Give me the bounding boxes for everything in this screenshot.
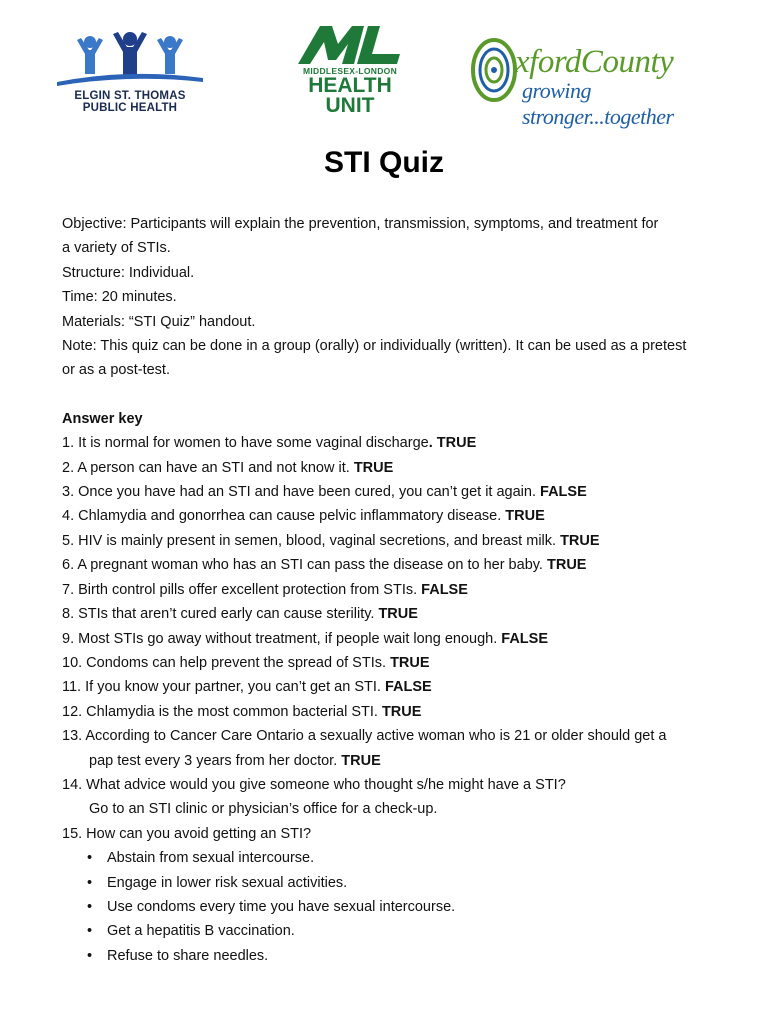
- answer-item-answer: . TRUE: [428, 435, 477, 452]
- intro-line: Objective: Participants will explain the prevention, transmission, symptoms, and treatment for: [62, 216, 659, 232]
- document-body: [62, 212, 722, 968]
- answer-item-14-question: 14. What advice would you give someone who thought s/he might have a STI?: [62, 776, 566, 793]
- elgin-logo-line2: PUBLIC HEALTH: [82, 102, 178, 114]
- answer-item-text: 2. A person can have an STI and not know it.: [62, 459, 354, 476]
- answer-item-text: 12. Chlamydia is the most common bacterial STI.: [62, 703, 382, 720]
- answer-item-answer: FALSE: [540, 484, 587, 501]
- bullet-icon: •: [87, 947, 93, 964]
- answer-item: [62, 700, 722, 724]
- ml-mark-icon: [290, 22, 410, 66]
- elgin-st-thomas-logo: [55, 32, 205, 112]
- bullet-icon: •: [87, 923, 93, 940]
- intro-line: Structure: Individual.: [62, 264, 195, 281]
- answer-item: [62, 529, 722, 553]
- answer-item-text: 8. STIs that aren’t cured early can cause sterility.: [62, 606, 379, 623]
- answer-item-15-question: 15. How can you avoid getting an STI?: [62, 825, 312, 842]
- elgin-logo-line1: ELGIN ST. THOMAS: [74, 90, 186, 102]
- list-item: [62, 846, 722, 870]
- ml-logo-line3: UNIT: [325, 94, 375, 117]
- header-logos: [0, 22, 768, 129]
- intro-line: Time: 20 minutes.: [62, 289, 177, 306]
- answer-item-answer: TRUE: [378, 606, 418, 623]
- answer-item-text: 6. A pregnant woman who has an STI can pass the disease on to her baby.: [62, 557, 547, 574]
- answer-item: [62, 480, 722, 504]
- intro-line: Materials: “STI Quiz” handout.: [62, 313, 256, 330]
- oxford-swirl-icon: [470, 36, 520, 106]
- answer-item-text: 11. If you know your partner, you can’t get an STI.: [62, 679, 385, 696]
- middlesex-london-logo: [290, 22, 410, 122]
- oxford-logo-tagline: growing stronger...together: [522, 78, 674, 129]
- bullet-text: Get a hepatitis B vaccination.: [107, 923, 295, 940]
- answer-item-answer: FALSE: [501, 630, 549, 647]
- bullet-text: Abstain from sexual intercourse.: [107, 850, 315, 867]
- intro-line: a variety of STIs.: [62, 240, 171, 257]
- list-item: [62, 895, 722, 919]
- bullet-text: Refuse to share needles.: [107, 947, 269, 964]
- answer-item-answer: TRUE: [390, 654, 430, 671]
- answer-item: [62, 553, 722, 577]
- answer-item-answer: TRUE: [505, 508, 545, 525]
- list-item: [62, 871, 722, 895]
- elgin-logo-text: [55, 90, 205, 114]
- answer-item-13-line2: [62, 749, 722, 773]
- answer-item: [62, 504, 722, 528]
- answer-item-text: 7. Birth control pills offer excellent protection from STIs.: [62, 581, 422, 598]
- answer-item-answer: TRUE: [547, 557, 587, 574]
- answer-item-answer: TRUE: [560, 532, 600, 549]
- answer-item-answer: FALSE: [421, 581, 468, 598]
- intro-line: Note: This quiz can be done in a group (orally) or individually (written). It can be used as a pretest: [62, 338, 687, 355]
- elgin-figures-icon: [55, 32, 205, 92]
- bullet-icon: •: [87, 850, 93, 867]
- answer-item-text: pap test every 3 years from her doctor.: [89, 752, 342, 769]
- answer-item-text: 3. Once you have had an STI and have been cured, you can’t get it again.: [62, 484, 541, 501]
- list-item: [62, 919, 722, 943]
- answer-key-heading: Answer key: [62, 410, 143, 427]
- oxford-county-logo: [470, 34, 735, 129]
- intro-line: or as a post-test.: [62, 362, 170, 379]
- answer-item: [62, 651, 722, 675]
- answer-item-answer: TRUE: [381, 703, 422, 720]
- answer-item-text: 5. HIV is mainly present in semen, blood, vaginal secretions, and breast milk.: [62, 532, 561, 549]
- answer-item: [62, 675, 722, 699]
- bullet-icon: •: [87, 898, 93, 915]
- answer-item-text: 1. It is normal for women to have some vaginal discharge: [62, 435, 429, 452]
- answer-item-text: 10. Condoms can help prevent the spread of STIs.: [62, 654, 391, 671]
- page-title: STI Quiz: [324, 146, 444, 179]
- bullet-text: Engage in lower risk sexual activities.: [107, 874, 348, 891]
- answer-item-answer: TRUE: [341, 752, 381, 769]
- answer-item: [62, 456, 722, 480]
- answer-item: [62, 627, 722, 651]
- ml-logo-line1: MIDDLESEX-LONDON: [302, 66, 398, 76]
- answer-item: [62, 578, 722, 602]
- bullet-icon: •: [87, 874, 93, 891]
- list-item: [62, 944, 722, 968]
- answer-item-14-answer: Go to an STI clinic or physician’s office for a check-up.: [89, 801, 438, 818]
- answer-item-answer: TRUE: [353, 459, 394, 476]
- answer-item: [62, 431, 722, 455]
- answer-item-answer: FALSE: [384, 679, 432, 696]
- answer-item-13-line1: 13. According to Cancer Care Ontario a sexually active woman who is 21 or older should get a: [62, 728, 667, 745]
- ml-logo-health-unit: [290, 76, 410, 116]
- answer-item-text: 4. Chlamydia and gonorrhea can cause pelvic inflammatory disease.: [62, 508, 506, 525]
- ml-logo-line2: HEALTH: [308, 74, 392, 97]
- answer-item-text: 9. Most STIs go away without treatment, if people wait long enough.: [62, 630, 502, 647]
- bullet-text: Use condoms every time you have sexual intercourse.: [107, 898, 456, 915]
- oxford-logo-name: xfordCounty: [515, 44, 674, 80]
- answer-item: [62, 602, 722, 626]
